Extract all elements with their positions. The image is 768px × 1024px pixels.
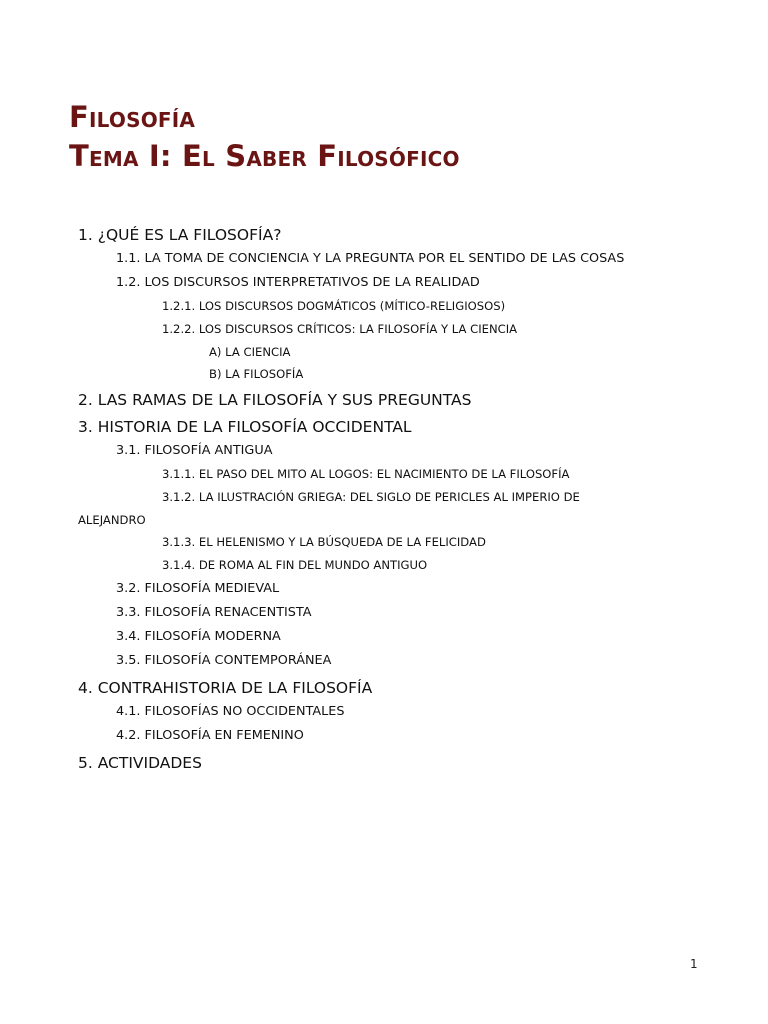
toc-subsubsection-1-2-1[interactable]: 1.2.1. LOS DISCURSOS DOGMÁTICOS (MÍTICO-RELIGIOSOS) — [162, 299, 506, 313]
toc-subsection-3-5[interactable]: 3.5. FILOSOFÍA CONTEMPORÁNEA — [116, 653, 332, 668]
toc-subsubsection-3-1-4[interactable]: 3.1.4. DE ROMA AL FIN DEL MUNDO ANTIGUO — [162, 558, 428, 572]
toc-subsection-3-3[interactable]: 3.3. FILOSOFÍA RENACENTISTA — [116, 605, 312, 620]
table-of-contents — [78, 224, 698, 775]
toc-subsection-1-1[interactable]: 1.1. LA TOMA DE CONCIENCIA Y LA PREGUNTA POR EL SENTIDO DE LAS COSAS — [116, 251, 625, 266]
toc-subsubsection-1-2-2[interactable]: 1.2.2. LOS DISCURSOS CRÍTICOS: LA FILOSOFÍA Y LA CIENCIA — [162, 322, 518, 336]
page-number: 1 — [690, 957, 698, 971]
toc-subsubsection-3-1-2[interactable]: 3.1.2. LA ILUSTRACIÓN GRIEGA: DEL SIGLO DE PERICLES AL IMPERIO DE — [162, 490, 580, 504]
toc-subsubsection-3-1-1[interactable]: 3.1.1. EL PASO DEL MITO AL LOGOS: EL NACIMIENTO DE LA FILOSOFÍA — [162, 467, 570, 481]
toc-subsection-3-1[interactable]: 3.1. FILOSOFÍA ANTIGUA — [116, 443, 273, 458]
toc-section-1[interactable]: 1. ¿QUÉ ES LA FILOSOFÍA? — [78, 226, 282, 244]
toc-section-4[interactable]: 4. CONTRAHISTORIA DE LA FILOSOFÍA — [78, 679, 373, 697]
subject-title: Filosofía — [69, 100, 196, 134]
unit-title: Tema I: El Saber Filosófico — [69, 139, 460, 173]
toc-section-5[interactable]: 5. ACTIVIDADES — [78, 754, 202, 772]
toc-subsubsection-3-1-3[interactable]: 3.1.3. EL HELENISMO Y LA BÚSQUEDA DE LA FELICIDAD — [162, 535, 486, 549]
toc-item-b-filosofia[interactable]: B) LA FILOSOFÍA — [209, 367, 304, 381]
toc-item-a-ciencia[interactable]: A) LA CIENCIA — [209, 345, 291, 359]
toc-section-3[interactable]: 3. HISTORIA DE LA FILOSOFÍA OCCIDENTAL — [78, 418, 412, 436]
document-title — [69, 98, 460, 176]
toc-subsection-4-1[interactable]: 4.1. FILOSOFÍAS NO OCCIDENTALES — [116, 704, 345, 719]
toc-subsection-3-4[interactable]: 3.4. FILOSOFÍA MODERNA — [116, 629, 281, 644]
toc-subsection-4-2[interactable]: 4.2. FILOSOFÍA EN FEMENINO — [116, 728, 304, 743]
toc-subsection-3-2[interactable]: 3.2. FILOSOFÍA MEDIEVAL — [116, 581, 280, 596]
toc-section-2[interactable]: 2. LAS RAMAS DE LA FILOSOFÍA Y SUS PREGUNTAS — [78, 391, 472, 409]
toc-subsection-1-2[interactable]: 1.2. LOS DISCURSOS INTERPRETATIVOS DE LA REALIDAD — [116, 275, 480, 290]
toc-subsubsection-3-1-2-continued[interactable]: ALEJANDRO — [78, 513, 146, 527]
